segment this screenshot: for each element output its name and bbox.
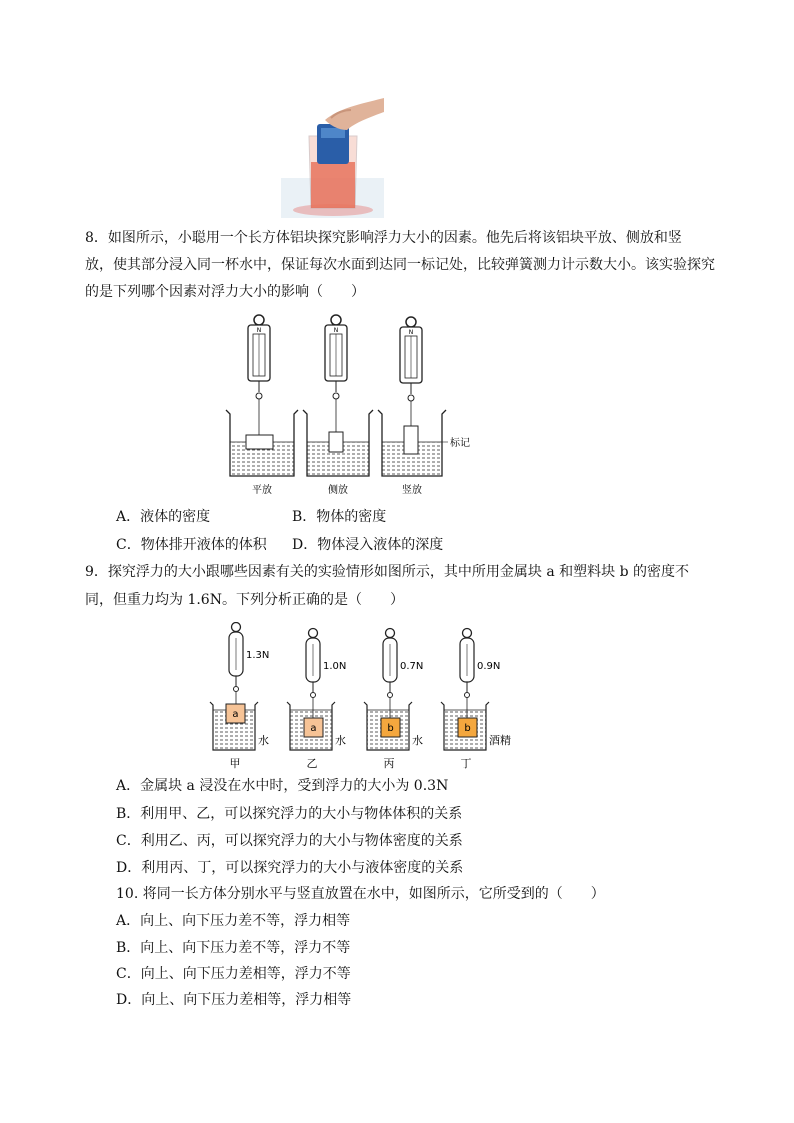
q9-stem-line1: 9．探究浮力的大小跟哪些因素有关的实验情形如图所示，其中所用金属块 a 和塑料块 b 的密度不 xyxy=(85,564,690,580)
q10-stem: 10. 将同一长方体分别水平与竖直放置在水中，如图所示，它所受到的（ ） xyxy=(116,886,605,902)
reading-yi: 1.0N xyxy=(323,661,347,672)
label-bing: 丙 xyxy=(383,757,395,770)
spring-scale-2 xyxy=(325,315,347,432)
q10-option-a[interactable]: A．向上、向下压力差不等，浮力相等 xyxy=(116,913,351,929)
reading-jia: 1.3N xyxy=(246,650,270,661)
block-bing: b xyxy=(387,723,394,734)
q8-stem-line2: 放，使其部分浸入同一杯水中，保证每次水面到达同一标记处，比较弹簧测力计示数大小。该实验探究 xyxy=(85,257,715,273)
liquid-jia: 水 xyxy=(258,734,269,747)
block-jia: a xyxy=(232,709,239,720)
q9-stem-line2: 同，但重力均为 1.6N。下列分析正确的是（ ） xyxy=(85,592,404,608)
spring-scale-1 xyxy=(248,315,270,437)
liquid-bing: 水 xyxy=(412,734,423,747)
svg-text:N: N xyxy=(256,327,262,334)
liquid-yi: 水 xyxy=(335,734,346,747)
q9-option-c[interactable]: C．利用乙、丙，可以探究浮力的大小与物体密度的关系 xyxy=(116,833,463,849)
svg-text:N: N xyxy=(408,329,414,336)
q9-option-b[interactable]: B．利用甲、乙，可以探究浮力的大小与物体体积的关系 xyxy=(116,806,463,822)
label-jia: 甲 xyxy=(229,757,241,770)
block-ding: b xyxy=(464,723,471,734)
reading-bing: 0.7N xyxy=(400,661,424,672)
label-side: 侧放 xyxy=(328,485,348,496)
spring-scale-3 xyxy=(400,317,422,426)
q9-figure xyxy=(205,622,525,772)
label-yi: 乙 xyxy=(306,757,318,770)
setup-yi xyxy=(287,629,346,771)
q8-stem-line3: 的是下列哪个因素对浮力大小的影响（ ） xyxy=(85,284,365,300)
label-upright: 竖放 xyxy=(402,485,422,496)
experiment-photo xyxy=(281,96,384,218)
q8-figure xyxy=(222,312,472,502)
beaker-1 xyxy=(226,410,298,476)
q10-option-c[interactable]: C．向上、向下压力差相等，浮力不等 xyxy=(116,966,351,982)
setup-ding xyxy=(441,629,511,771)
setup-jia xyxy=(210,623,269,771)
q10-option-d[interactable]: D．向上、向下压力差相等，浮力相等 xyxy=(116,992,352,1008)
beaker-3 xyxy=(378,410,470,476)
setup-bing xyxy=(364,629,423,771)
q8-option-d[interactable]: D．物体浸入液体的深度 xyxy=(292,537,444,553)
label-ding: 丁 xyxy=(460,757,472,770)
block-yi: a xyxy=(310,723,317,734)
beaker-2 xyxy=(303,410,373,476)
q9-option-a[interactable]: A．金属块 a 浸没在水中时，受到浮力的大小为 0.3N xyxy=(116,778,449,794)
mark-label: 标记 xyxy=(450,438,470,449)
q10-option-b[interactable]: B．向上、向下压力差不等，浮力不等 xyxy=(116,940,351,956)
q9-option-d[interactable]: D．利用丙、丁，可以探究浮力的大小与液体密度的关系 xyxy=(116,860,464,876)
q8-stem-line1: 8．如图所示，小聪用一个长方体铝块探究影响浮力大小的因素。他先后将该铝块平放、侧放和竖 xyxy=(85,230,682,246)
liquid-ding: 酒精 xyxy=(489,734,511,747)
svg-text:N: N xyxy=(333,327,339,334)
q8-option-a[interactable]: A．液体的密度 xyxy=(116,509,211,525)
q8-option-b[interactable]: B．物体的密度 xyxy=(292,509,387,525)
reading-ding: 0.9N xyxy=(477,661,501,672)
label-flat: 平放 xyxy=(252,485,272,496)
q8-option-c[interactable]: C．物体排开液体的体积 xyxy=(116,537,267,553)
